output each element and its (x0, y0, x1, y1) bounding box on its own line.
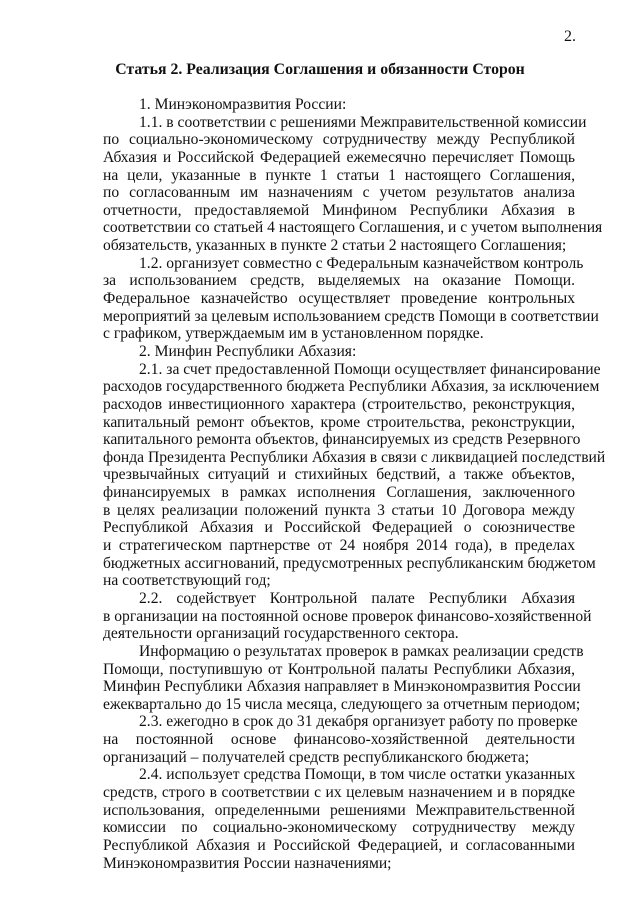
text-line: Минэкономразвития России назначениями; (103, 854, 392, 872)
paragraph (103, 713, 578, 766)
text-line: фонда Президента Республики Абхазия в связи с ликвидацией последствий (103, 448, 606, 466)
text-line: Федеральное казначейство осуществляет проведение контрольных (103, 290, 575, 308)
paragraph (103, 343, 575, 361)
document-body (103, 96, 606, 872)
text-line: соответствии со статьей 4 настоящего Соглашения, и с учетом выполнения (103, 219, 603, 237)
text-line: 2. Минфин Республики Абхазия: (139, 342, 357, 360)
text-line: 2.2. содействует Контрольной палате Республики Абхазия (139, 589, 575, 607)
paragraph (103, 642, 584, 714)
paragraph (103, 360, 606, 590)
text-line: по согласованным им назначениям с учетом результатов анализа (103, 184, 575, 202)
paragraph (103, 766, 575, 872)
text-line: средств, строго в соответствии с их целевым назначением и в порядке (103, 783, 575, 801)
text-line: за использованием средств, выделяемых на оказание Помощи. (103, 272, 575, 290)
text-line: в организации на постоянной основе проверок финансово-хозяйственной (103, 607, 592, 625)
paragraph (103, 254, 599, 343)
text-line: и стратегическом партнерстве от 24 ноября 2014 года), в пределах (103, 537, 575, 555)
text-line: использования, определенными решениями Межправительственной (103, 801, 575, 819)
text-line: на постоянной основе финансово-хозяйственной деятельности (103, 731, 575, 749)
text-line: на соответствующий год; (103, 572, 271, 590)
text-line: Абхазия и Российской Федерацией ежемесячно перечисляет Помощь (103, 148, 575, 166)
text-line: Информацию о результатах проверок в рамках реализации средств (139, 642, 584, 660)
text-line: капитального ремонта объектов, финансируемых из средств Резервного (103, 431, 581, 449)
text-line: расходов государственного бюджета Республики Абхазия, за исключением (103, 378, 600, 396)
page-number: 2. (564, 28, 576, 45)
text-line: Республикой Абхазия и Российской Федерацией, и согласованными (103, 836, 575, 854)
text-line: 2.4. использует средства Помощи, в том числе остатки указанных (139, 766, 576, 784)
text-line: Помощи, поступившую от Контрольной палаты Республики Абхазия, (103, 660, 575, 678)
text-line: 2.1. за счет предоставленной Помощи осуществляет финансирование (139, 360, 601, 378)
text-line: отчетности, предоставляемой Минфином Республики Абхазия в (103, 201, 575, 219)
text-line: с графиком, утверждаемым им в установленном порядке. (103, 325, 484, 343)
article-title: Статья 2. Реализация Соглашения и обязанности Сторон (115, 61, 525, 78)
text-line: организаций – получателей средств республиканского бюджета; (103, 748, 530, 766)
text-line: 2.3. ежегодно в срок до 31 декабря организует работу по проверке (139, 713, 578, 731)
text-line: 1.1. в соответствии с решениями Межправительственной комиссии (139, 113, 587, 131)
text-line: капитальный ремонт объектов, кроме строительства, реконструкции, (103, 413, 575, 431)
text-line: Республикой Абхазия и Российской Федерацией о союзничестве (103, 519, 575, 537)
paragraph (103, 96, 575, 114)
text-line: ежеквартально до 15 числа месяца, следующего за отчетным периодом; (103, 695, 581, 713)
text-line: в целях реализации положений пункта 3 статьи 10 Договора между (103, 501, 575, 519)
text-line: комиссии по социально-экономическому сотрудничеству между (103, 819, 575, 837)
text-line: финансируемых в рамках исполнения Соглашения, заключенного (103, 484, 575, 502)
text-line: мероприятий за целевым использованием средств Помощи в соответствии (103, 307, 599, 325)
text-line: чрезвычайных ситуаций и стихийных бедствий, а также объектов, (103, 466, 575, 484)
paragraph (103, 589, 592, 643)
text-line: 1.2. организует совместно с Федеральным казначейством контроль (139, 254, 584, 272)
paragraph (103, 113, 603, 255)
text-line: по социально-экономическому сотрудничеству между Республикой (103, 131, 575, 149)
text-line: на цели, указанные в пункте 1 статьи 1 настоящего Соглашения, (103, 166, 575, 184)
text-line: Минфин Республики Абхазия направляет в Минэкономразвития России (103, 678, 581, 696)
text-line: 1. Минэкономразвития России: (139, 96, 347, 113)
text-line: обязательств, указанных в пункте 2 статьи 2 настоящего Соглашения; (103, 237, 567, 255)
text-line: расходов инвестиционного характера (строительство, реконструкция, (103, 395, 575, 413)
text-line: бюджетных ассигнований, предусмотренных республиканским бюджетом (103, 554, 596, 572)
text-line: деятельности организаций государственного сектора. (103, 625, 459, 643)
